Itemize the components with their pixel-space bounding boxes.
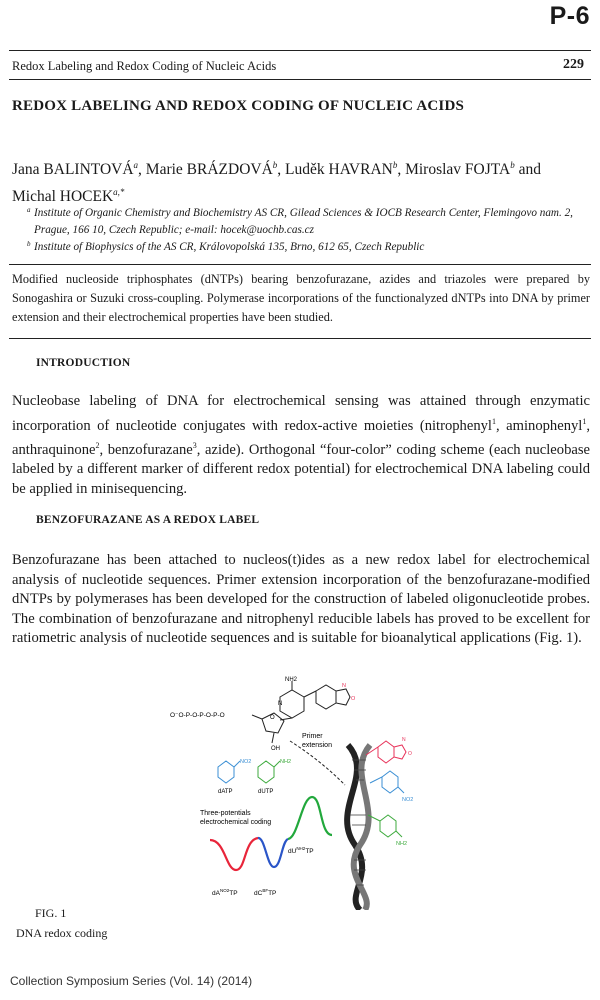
wave-blue [258, 838, 288, 867]
phosphate-label: O⁻O-P-O-P-O-P-O [170, 712, 225, 719]
coding-title-1: Three-potentials [200, 810, 251, 817]
affiliations [27, 205, 574, 256]
dunh2tp-label: $dU^{NH2}TP$ [288, 846, 314, 855]
author-affil-marker: a,* [113, 187, 125, 198]
datp-structure [218, 761, 240, 783]
dutp-label: dUTP [258, 789, 274, 795]
author-affil-marker: a [133, 160, 139, 170]
abstract-rule-top [9, 264, 591, 265]
nh2-label: NH2 [285, 677, 298, 683]
author-list: Jana BALINTOVÁ$^a$, Marie BRÁZDOVÁ$^b$, Luděk HAVRAN$^b$, Miroslav FOJTA$^b$ and Michal $HOCEK^{a,*}$ [12, 160, 541, 206]
footer: Collection Symposium Series (Vol. 14) (2014) [10, 974, 253, 988]
abstract-rule-bottom [9, 338, 591, 339]
paper-title: REDOX LABELING AND REDOX CODING OF NUCLEIC ACIDS [12, 98, 465, 114]
affiliation-b: b Institute of Biophysics of the AS CR, Královopolská 135, Brno, 612 65, Czech Republic [27, 240, 425, 253]
primer-label: Primer [302, 733, 323, 740]
attached-o-label: O [408, 751, 412, 757]
author-name: Miroslav FOJTA [405, 161, 511, 179]
author-name: Michal HOCEK [12, 188, 114, 206]
section-heading-benzofurazane: BENZOFURAZANE AS A REDOX LABEL [36, 514, 260, 526]
header-rule [9, 50, 591, 51]
page-number: 229 [563, 57, 584, 72]
attached-no2-label: NO2 [402, 797, 414, 803]
datp-no2-label: NO2 [240, 759, 252, 765]
benzofurazane-o-label: O [351, 696, 356, 702]
attached-aminophenyl [368, 815, 402, 837]
datp-label: dATP [218, 789, 233, 795]
wave-green [288, 797, 332, 839]
figure-caption-label: FIG. 1 [35, 906, 67, 920]
coding-title-2: electrochemical coding [200, 819, 272, 826]
attached-nh2-label: NH2 [396, 841, 408, 847]
affiliation-a: a Institute of Organic Chemistry and Biochemistry AS CR, Gilead Sciences & IOCB Research Center, Flemingovo nam. 2, Prague, 166 10, Czech Republic; e-mail: hocek@uochb.cas.cz [27, 206, 573, 236]
figure-caption-text: DNA redox coding [16, 926, 108, 940]
wave-red [210, 838, 258, 870]
benzofurazane-n-label: N [342, 683, 346, 689]
oh-label: OH [271, 746, 280, 752]
abstract: Modified nucleoside triphosphates (dNTPs) bearing benzofurazane, azides and triazoles were prepared by Sonogashira or Suzuki cross-coupling. Polymerase incorporations of the functionalyzed dNTPs into DNA by primer extension and their electrochemical properties have been studied. [12, 272, 590, 324]
introduction-paragraph: Nucleobase labeling of DNA for electrochemical sensing was attained through enzymatic incorporation of nucleotide conjugates with redox-active moieties (nitrophenyl$^1$, aminophenyl$^1$, anthraquinone$^2$, benzofurazane$^3$, azide). Orthogonal “four-color” coding scheme (each nucleobase labeled by a different marker of different redox potential) for electrochemical DNA labeling could be applied in minisequencing. [12, 393, 591, 497]
n-label: N [278, 701, 283, 707]
author-name: Marie BRÁZDOVÁ [145, 161, 273, 179]
o-label: O [270, 715, 275, 721]
attached-n-label: N [402, 737, 406, 743]
header-rule-bottom [9, 79, 591, 80]
benzofurazane-paragraph: Benzofurazane has been attached to nucleos(t)ides as a new redox label for electrochemical analysis of nucleotide sequences. Primer extension incorporation of the benzofurazane-modified dNTPs by polymerases has been developed for the construction of labeled oligonucleotide probes. The combination of benzofurazane and nitrophenyl reducible labels has proved to be excellent for ratiometric analysis of nucleotide sequences and is suitable for bioanalytical applications (Fig. 1). [12, 552, 590, 646]
attached-nitrophenyl [370, 771, 404, 793]
figure-dna-redox-coding [170, 675, 430, 910]
author-name: Jana BALINTOVÁ [12, 161, 134, 179]
attached-benzofurazane [366, 741, 406, 763]
author-conjunction: and [518, 161, 541, 179]
section-heading-introduction: INTRODUCTION [36, 357, 131, 369]
author-affil-marker: b [510, 160, 515, 170]
dutp-structure [258, 761, 280, 783]
dutp-nh2-label: NH2 [280, 759, 292, 765]
dcbftp-label: $dC^{BF}TP$ [254, 888, 277, 897]
author-name: Luděk HAVRAN [285, 161, 393, 179]
nucleoside-structure [252, 681, 345, 785]
dano2tp-label: $dA^{NO2}TP$ [212, 888, 238, 897]
extension-label: extension [302, 742, 332, 749]
page-badge: P-6 [549, 2, 590, 30]
running-header: Redox Labeling and Redox Coding of Nucleic Acids [12, 59, 277, 73]
author-affil-marker: b [392, 160, 398, 170]
author-affil-marker: b [272, 160, 278, 170]
